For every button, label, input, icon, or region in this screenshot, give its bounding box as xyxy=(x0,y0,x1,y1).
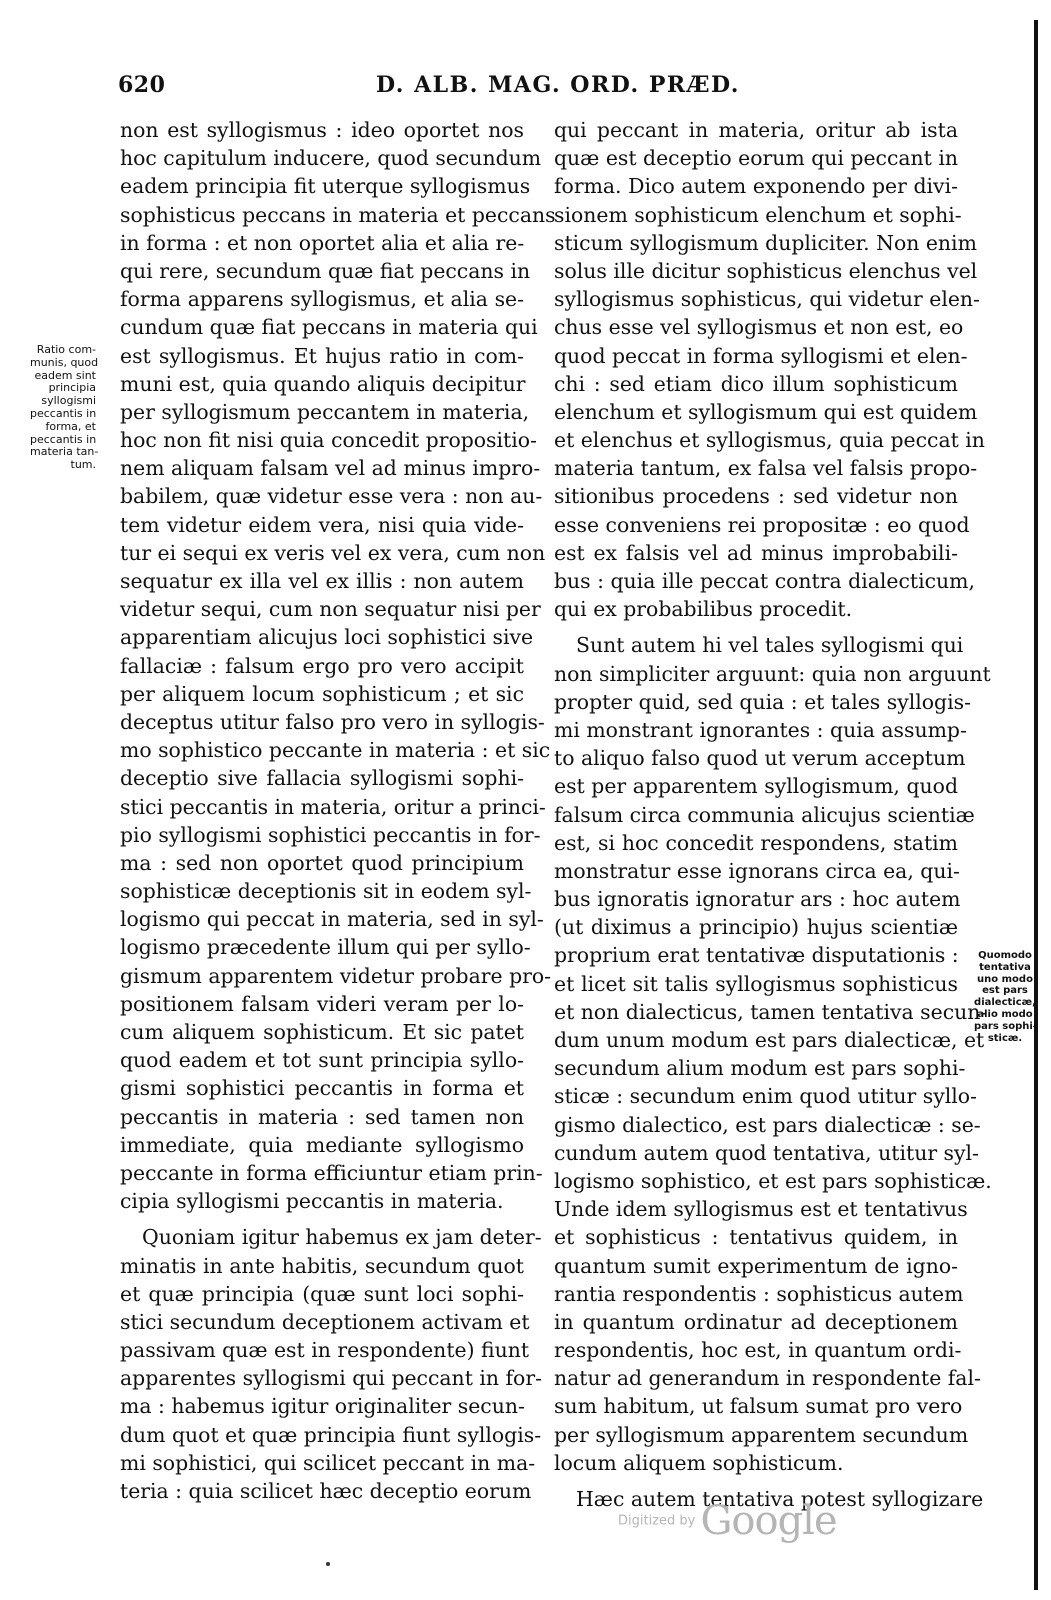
text-line: sticum syllogismum dupliciter. Non enim xyxy=(554,230,977,255)
text-line: proprium erat tentativæ disputationis : xyxy=(554,943,959,968)
text-line: et sophisticus : tentativus quidem, in xyxy=(554,1225,958,1250)
text-line: quæ est deceptio eorum qui peccant in xyxy=(554,146,958,171)
text-line: locum aliquem sophisticum. xyxy=(554,1450,844,1475)
margin-note-line: munis, quod xyxy=(30,355,99,369)
text-line: hoc capitulum inducere, quod secundum xyxy=(120,146,542,171)
text-line: secundum alium modum est pars sophi- xyxy=(554,1056,966,1081)
text-line: gismum apparentem videtur probare pro- xyxy=(120,963,552,988)
text-line: est, si hoc concedit respondens, statim xyxy=(554,830,958,855)
text-line: monstratur esse ignorans circa ea, qui- xyxy=(554,858,960,883)
margin-note-line: syllogismi xyxy=(41,394,96,408)
text-line: respondentis, hoc est, in quantum ordi- xyxy=(554,1338,962,1363)
text-line: passivam quæ est in respondente) fiunt xyxy=(120,1338,530,1363)
text-line: et non dialecticus, tamen tentativa secun- xyxy=(554,999,988,1024)
text-line: Unde idem syllogismus est et tentativus xyxy=(554,1197,968,1222)
right-column xyxy=(554,116,992,1513)
text-line: Quoniam igitur habemus ex jam deter- xyxy=(142,1225,542,1250)
text-line: stici peccantis in materia, oritur a princi- xyxy=(120,794,546,819)
margin-note-line: Ratio com- xyxy=(36,343,96,356)
text-line: gismi sophistici peccantis in forma et xyxy=(120,1076,524,1101)
text-line: dum unum modum est pars dialecticæ, et xyxy=(554,1028,985,1052)
text-line: fallaciæ : falsum ergo pro vero accipit xyxy=(120,653,524,678)
text-line: positionem falsam videri veram per lo- xyxy=(120,991,524,1016)
text-line: chus esse vel syllogismus et non est, eo xyxy=(554,315,964,340)
text-line: mi sophistici, qui scilicet peccant in ma- xyxy=(120,1450,536,1475)
text-line: elenchum et syllogismum qui est quidem xyxy=(554,399,978,424)
text-line: per syllogismum peccantem in materia, xyxy=(120,399,530,424)
text-line: qui peccant in materia, oritur ab ista xyxy=(554,118,958,142)
text-line: quantum sumit experimentum de igno- xyxy=(554,1253,958,1278)
margin-note-line: materia tan- xyxy=(30,445,99,459)
text-line: tem videtur eidem vera, nisi quia vide- xyxy=(120,512,524,537)
text-line: stici secundum deceptionem activam et xyxy=(120,1309,530,1334)
left-column xyxy=(120,116,556,1505)
text-line: et quæ principia (quæ sunt loci sophi- xyxy=(120,1281,524,1306)
margin-note-line: tentativa xyxy=(979,961,1031,973)
margin-note-line: Quomodo xyxy=(978,950,1032,961)
page-edge-rule xyxy=(1034,20,1038,1590)
text-line: et elenchus et syllogismus, quia peccat in xyxy=(554,428,985,453)
text-line: logismo præcedente illum qui per syllo- xyxy=(120,935,531,960)
text-line: logismo sophistico, et est pars sophisticæ. xyxy=(554,1168,992,1193)
text-line: forma. Dico autem exponendo per divi- xyxy=(554,174,958,199)
margin-note-line: tum. xyxy=(70,458,96,472)
text-line: Hæc autem tentativa potest syllogizare xyxy=(576,1487,984,1511)
text-line: falsum circa communia alicujus scientiæ xyxy=(554,802,975,827)
text-line: tur ei sequi ex veris vel ex vera, cum non xyxy=(120,540,546,565)
margin-note-line: alio modo xyxy=(977,1008,1033,1020)
text-line: apparentiam alicujus loci sophistici sive xyxy=(120,625,534,650)
margin-note-line: est pars xyxy=(982,985,1028,997)
text-line: sitionibus procedens : sed videtur non xyxy=(554,484,958,509)
margin-note-line: forma, et xyxy=(45,419,96,433)
text-line: Sunt autem hi vel tales syllogismi qui xyxy=(576,633,964,658)
text-line: sum habitum, ut falsum sumat pro vero xyxy=(554,1394,963,1419)
text-line: teria : quia scilicet hæc deceptio eorum xyxy=(120,1479,532,1503)
margin-note-line: sticæ. xyxy=(987,1032,1023,1044)
text-line: sticæ : secundum enim quod utitur syllo- xyxy=(554,1084,977,1109)
text-line: ma : habemus igitur originaliter secun- xyxy=(120,1394,525,1419)
text-line: rantia respondentis : sophisticus autem xyxy=(554,1281,964,1306)
paragraph-gap xyxy=(554,1477,958,1485)
text-line: eadem principia fit uterque syllogismus xyxy=(120,174,531,199)
text-line: est ex falsis vel ad minus improbabili- xyxy=(554,540,958,565)
margin-note-line: uno modo xyxy=(977,973,1033,985)
text-line: materia tantum, ex falsa vel falsis propo- xyxy=(554,456,978,481)
text-line: non est syllogismus : ideo oportet nos xyxy=(120,118,524,142)
margin-note-line: peccantis in xyxy=(30,432,97,446)
text-line: sionem sophisticum elenchum et sophi- xyxy=(554,202,962,227)
text-line: ma : sed non oportet quod principium xyxy=(120,850,524,875)
text-line: natur ad generandum in respondente fal- xyxy=(554,1366,981,1391)
text-line: per syllogismum apparentem secundum xyxy=(554,1422,969,1447)
text-line: to aliquo falso quod ut verum acceptum xyxy=(554,746,966,771)
text-line: peccante in forma efficiuntur etiam prin- xyxy=(120,1160,543,1185)
digitized-label: Digitized by xyxy=(618,1513,696,1529)
text-line: apparentes syllogismi qui peccant in for- xyxy=(120,1366,542,1391)
text-line: cum aliquem sophisticum. Et sic patet xyxy=(120,1020,524,1044)
text-line: minatis in ante habitis, secundum quot xyxy=(120,1253,524,1278)
margin-note-line: principia xyxy=(48,381,96,395)
text-line: logismo qui peccat in materia, sed in syl- xyxy=(120,907,544,932)
text-line: in quantum ordinatur ad deceptionem xyxy=(554,1309,958,1334)
text-line: qui ex probabilibus procedit. xyxy=(554,597,853,622)
text-line: deceptus utitur falso pro vero in syllogis- xyxy=(120,709,545,734)
text-line: peccantis in materia : sed tamen non xyxy=(120,1104,524,1129)
google-logo: Google xyxy=(700,1498,837,1544)
text-line: est syllogismus. Et hujus ratio in com- xyxy=(120,343,524,368)
text-line: bus ignoratis ignoratur ars : hoc autem xyxy=(554,887,961,912)
digitized-watermark xyxy=(618,1498,837,1544)
margin-note-line: dialecticæ, xyxy=(974,997,1036,1009)
text-line: cundum quæ fiat peccans in materia qui xyxy=(120,315,538,340)
text-line: chi : sed etiam dico illum sophisticum xyxy=(554,371,958,396)
text-line: quod eadem et tot sunt principia syllo- xyxy=(120,1048,524,1073)
text-line: sophisticæ deceptionis sit in eodem syl- xyxy=(120,879,532,904)
paragraph-gap xyxy=(120,1215,524,1223)
page-number: 620 xyxy=(118,72,166,98)
text-line: babilem, quæ videtur esse vera : non au- xyxy=(120,484,543,509)
text-line: solus ille dicitur sophisticus elenchus vel xyxy=(554,258,978,283)
margin-note-left xyxy=(30,343,99,472)
margin-note-line: peccantis in xyxy=(30,406,97,420)
text-line: videtur sequi, cum non sequatur nisi per xyxy=(120,597,541,622)
text-line: (ut diximus a principio) hujus scientiæ xyxy=(554,915,958,940)
text-line: hoc non fit nisi quia concedit propositio- xyxy=(120,428,537,453)
text-line: quod peccat in forma syllogismi et elen- xyxy=(554,343,968,368)
printer-dot xyxy=(326,1562,330,1566)
text-line: non simpliciter arguunt: quia non arguunt xyxy=(554,661,991,686)
paragraph-gap xyxy=(554,623,958,631)
margin-note-line: eadem sint xyxy=(34,368,96,382)
text-line: qui rere, secundum quæ fiat peccans in xyxy=(120,258,531,283)
running-title: D. ALB. MAG. ORD. PRÆD. xyxy=(376,72,740,98)
text-line: propter quid, sed quia : et tales syllogis- xyxy=(554,689,971,714)
margin-note-line: pars sophi- xyxy=(974,1020,1037,1032)
text-line: syllogismus sophisticus, qui videtur elen- xyxy=(554,287,980,312)
text-line: immediate, quia mediante syllogismo xyxy=(120,1132,524,1157)
text-line: deceptio sive fallacia syllogismi sophi- xyxy=(120,766,524,791)
text-line: sophisticus peccans in materia et peccans xyxy=(120,202,556,227)
text-line: cipia syllogismi peccantis in materia. xyxy=(120,1189,504,1214)
text-line: dum quot et quæ principia fiunt syllogis- xyxy=(120,1422,542,1447)
text-line: est per apparentem syllogismum, quod xyxy=(554,774,958,799)
text-line: mi monstrant ignorantes : quia assump- xyxy=(554,717,967,742)
text-line: bus : quia ille peccat contra dialecticum, xyxy=(554,569,975,593)
text-line: gismo dialectico, est pars dialecticæ : se- xyxy=(554,1112,981,1137)
text-line: nem aliquam falsam vel ad minus impro- xyxy=(120,456,541,481)
text-line: per aliquem locum sophisticum ; et sic xyxy=(120,681,524,706)
text-line: pio syllogismi sophistici peccantis in for- xyxy=(120,822,541,847)
text-line: esse conveniens rei propositæ : eo quod xyxy=(554,512,970,537)
text-line: et licet sit talis syllogismus sophisticus xyxy=(554,971,958,996)
text-line: sequatur ex illa vel ex illis : non autem xyxy=(120,569,524,593)
text-line: forma apparens syllogismus, et alia se- xyxy=(120,287,524,312)
text-line: muni est, quia quando aliquis decipitur xyxy=(120,371,526,396)
text-line: in forma : et non oportet alia et alia re- xyxy=(120,230,525,255)
text-line: mo sophistico peccante in materia : et sic xyxy=(120,738,551,763)
text-line: cundum autem quod tentativa, utitur syl- xyxy=(554,1140,979,1165)
